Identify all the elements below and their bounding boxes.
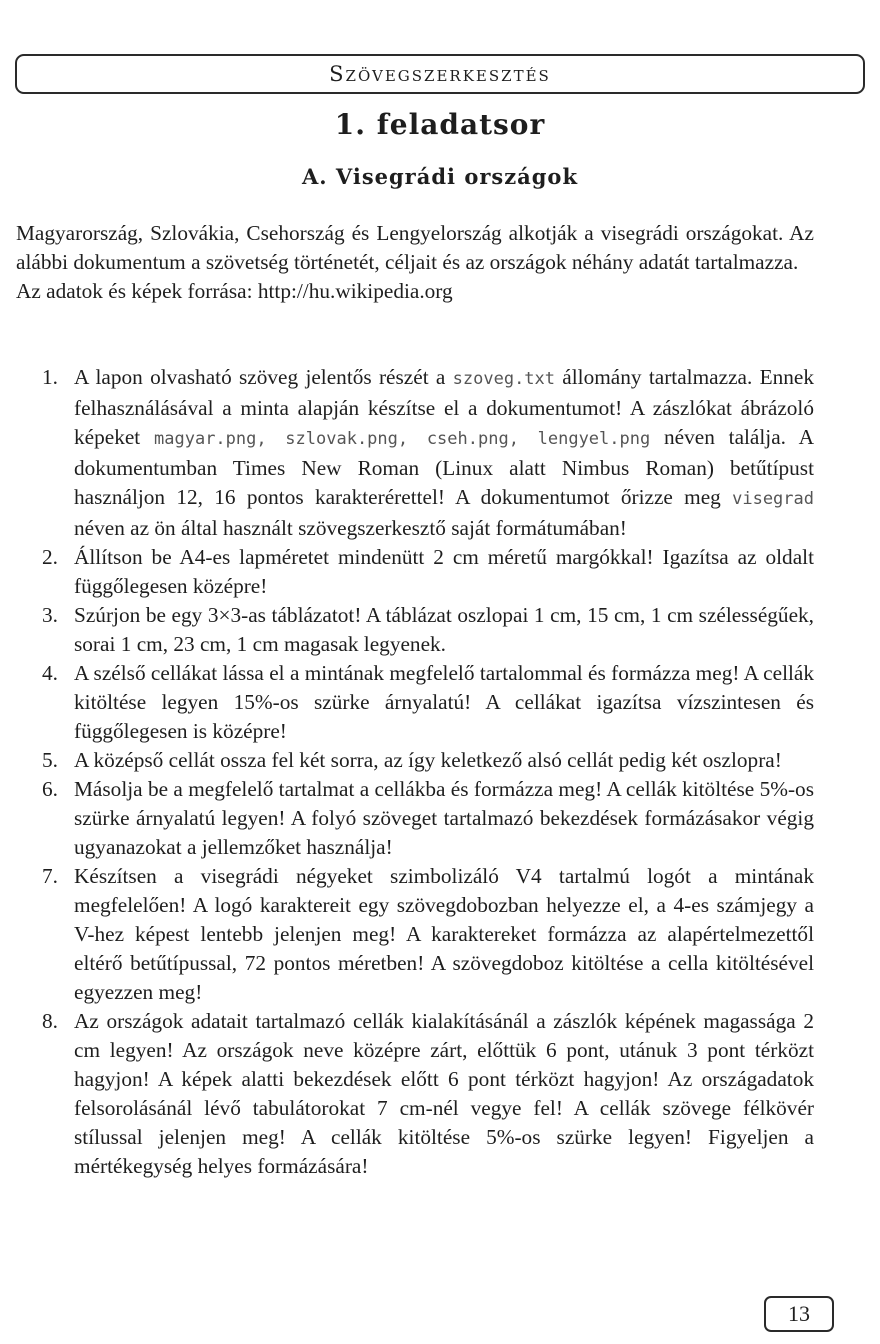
task-item <box>16 862 814 1007</box>
intro-paragraph: Magyarország, Szlovákia, Csehország és Lengyelország alkotják a visegrádi országokat. Az alábbi dokumentum a szövetség történetét, céljait és az országok néhány adatát tartalmazza. <box>16 221 814 274</box>
task-number: 6. <box>42 777 58 801</box>
task-text: állomány tartalmazza. Ennek felhasználásával a minta alapján készítse el a dokumentumot! A zászlókat ábrázoló képeket <box>74 365 814 449</box>
task-number: 8. <box>42 1009 58 1033</box>
task-text: A középső cellát ossza fel két sorra, az így keletkező alsó cellát pedig két oszlopra! <box>74 748 782 772</box>
task-text: A szélső cellákat lássa el a mintának megfelelő tartalommal és formázza meg! A cellák kitöltése legyen 15%-os szürke árnyalatú! A cellákat igazítsa vízszintesen és függőlegesen is középre! <box>74 661 814 743</box>
task-text: A lapon olvasható szöveg jelentős részét a <box>74 365 453 389</box>
section-title: Szövegszerkesztés <box>329 62 551 86</box>
filename: szoveg.txt <box>452 369 556 389</box>
filename: visegrad <box>732 489 814 509</box>
page-subtitle: A. Visegrádi országok <box>302 164 578 189</box>
task-number: 3. <box>42 603 58 627</box>
filename: magyar.png, szlovak.png, cseh.png, lengyel.png <box>154 429 651 449</box>
task-text: Szúrjon be egy 3×3-as táblázatot! A táblázat oszlopai 1 cm, 15 cm, 1 cm szélességűek, sorai 1 cm, 23 cm, 1 cm magasak legyenek. <box>74 603 814 656</box>
task-number: 1. <box>42 365 58 389</box>
task-item <box>16 363 814 543</box>
task-text: Másolja be a megfelelő tartalmat a cellákba és formázza meg! A cellák kitöltése 5%-os szürke árnyalatú legyen! A folyó szöveget tartalmazó bekezdések formázásakor végig ugyanazokat a jellemzőket használja! <box>74 777 814 859</box>
page-number: 13 <box>788 1301 810 1326</box>
task-number: 4. <box>42 661 58 685</box>
source-line: Az adatok és képek forrása: http://hu.wikipedia.org <box>16 279 453 303</box>
task-item <box>16 746 814 775</box>
task-item <box>16 601 814 659</box>
task-item <box>16 659 814 746</box>
task-list <box>16 363 814 1181</box>
task-number: 2. <box>42 545 58 569</box>
section-header <box>15 54 865 94</box>
intro <box>16 219 814 306</box>
task-number: 5. <box>42 748 58 772</box>
page-title: 1. feladatsor <box>334 108 546 141</box>
task-item <box>16 543 814 601</box>
task-item <box>16 775 814 862</box>
task-text: néven találja. A dokumentumban Times New Roman (Linux alatt Nimbus Roman) betűtípust használjon 12, 16 pontos karakterérettel! A dokumentumot őrizze meg <box>74 425 814 509</box>
task-text: Készítsen a visegrádi négyeket szimbolizáló V4 tartalmú logót a mintának megfelelően! A logó karaktereit egy szövegdobozban helyezze el, a 4-es számjegy a V-hez képest lentebb jelenjen meg! A karaktereket formázza az alapértelmezettől eltérő betűtípussal, 72 pontos méretben! A szövegdoboz kitöltése a cella kitöltésével egyezzen meg! <box>74 864 814 1004</box>
task-number: 7. <box>42 864 58 888</box>
task-item <box>16 1007 814 1181</box>
task-text: Állítson be A4-es lapméretet mindenütt 2 cm méretű margókkal! Igazítsa az oldalt függőlegesen középre! <box>74 545 814 598</box>
task-text: néven az ön által használt szövegszerkesztő saját formátumában! <box>74 516 627 540</box>
page-number-box <box>764 1296 834 1332</box>
task-text: Az országok adatait tartalmazó cellák kialakításánál a zászlók képének magassága 2 cm legyen! Az országok neve középre zárt, előttük 6 pont, utánuk 3 pont térközt hagyjon! A képek alatti bekezdések előtt 6 pont térközt hagyjon! Az országadatok felsorolásánál lévő tabulátorokat 7 cm-nél vegye fel! A cellák szövege félkövér stílussal jelenjen meg! A cellák kitöltése 5%-os szürke legyen! Figyeljen a mértékegység helyes formázására! <box>74 1009 814 1178</box>
